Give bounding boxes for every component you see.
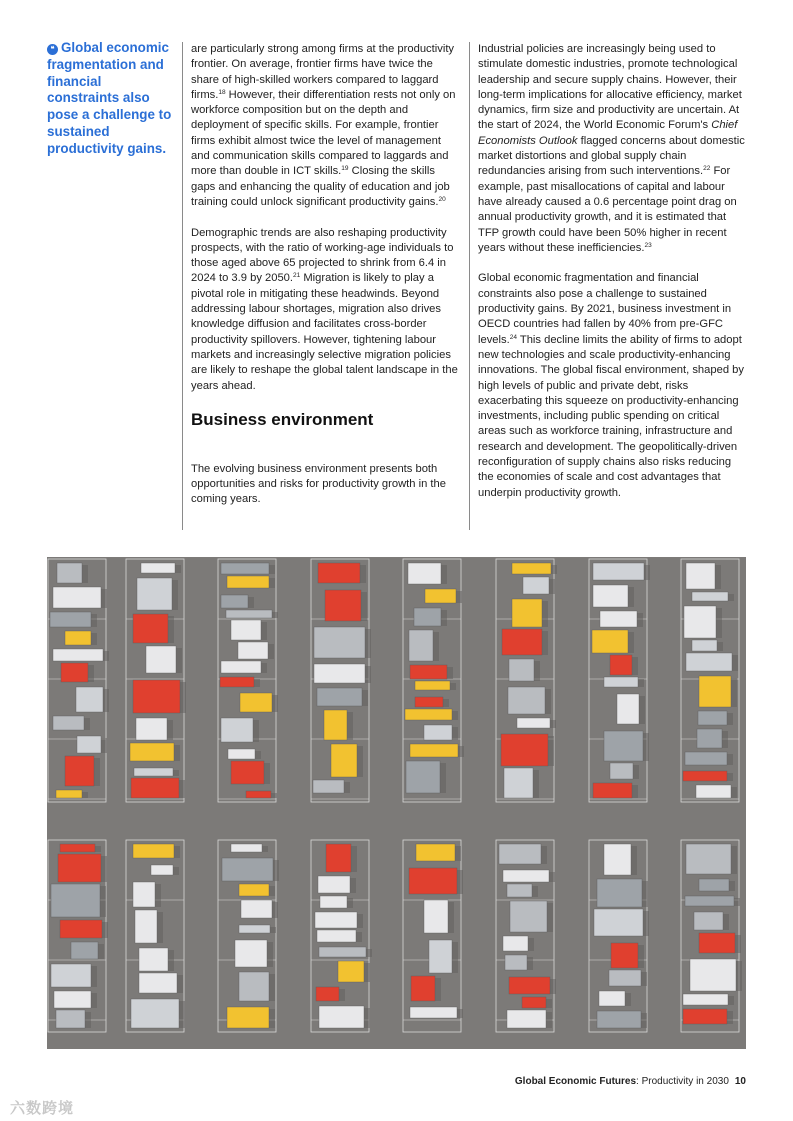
watermark-logo: 六数跨境 xyxy=(10,1100,75,1117)
paragraph-text: However, their differentiation rests not only on workforce composition but on the depth and deployment of specific skills. For example, frontier firms exhibit almost twice the level of management and communication skills compared to laggards and more than double in ICT skills. xyxy=(191,88,456,178)
paragraph-text: Demographic trends are also reshaping productivity prospects, with the ratio of working-age individuals to those aged above 65 projected to shrink from 6.4 in 2024 to 3.9 by 2050. xyxy=(191,226,454,285)
footnote-ref[interactable]: 24 xyxy=(509,333,517,341)
page-footer xyxy=(515,1076,746,1087)
paragraph-text: Industrial policies are increasingly being used to stimulate domestic industries, promote technological leadership and secure supply chains. However, their long-term implications for allocative efficiency, market dynamics, firm size and productivity are uncertain. At the start of 2024, the World Economic Forum's xyxy=(478,43,742,132)
section-heading: Business environment xyxy=(191,409,374,429)
page-number: 10 xyxy=(734,1076,746,1087)
footnote-ref[interactable]: 22 xyxy=(703,165,711,173)
footnote-ref[interactable]: 23 xyxy=(644,241,652,249)
footnote-ref[interactable]: 18 xyxy=(218,88,226,96)
pull-quote-text: Global economic fragmentation and financial constraints also pose a challenge to sustained productivity gains. xyxy=(47,40,172,156)
paragraph-text: Closing the skills gaps and enhancing the quality of education and job training could unlock significant productivity gains. xyxy=(191,165,450,208)
paragraph-text: For example, past misallocations of capital and labour have already caused a 0.6 percentage point drag on annual productivity growth, and it is estimated that TFP growth could have been 50% higher in recent years without these inefficiencies. xyxy=(478,165,737,254)
footnote-ref[interactable]: 19 xyxy=(341,165,349,173)
paragraph-text: Global economic fragmentation and financial constraints also pose a challenge to sustained productivity gains. By 2021, business investment in OECD countries had fallen by 40% from pre-GFC levels. xyxy=(478,272,732,346)
paragraph xyxy=(478,271,748,500)
paragraph xyxy=(478,42,748,256)
pull-quote xyxy=(47,40,173,158)
quote-icon: ❝ xyxy=(47,44,58,55)
paragraph xyxy=(191,226,461,394)
paragraph: The evolving business environment presents both opportunities and risks for productivity growth in the coming years. xyxy=(191,462,446,506)
publication-title: Chief Economists Outlook xyxy=(478,119,738,147)
footer-title-bold: Global Economic Futures xyxy=(514,1076,637,1087)
text-column-right xyxy=(469,42,748,530)
footnote-ref[interactable]: 20 xyxy=(438,195,446,203)
paragraph xyxy=(191,42,461,210)
footnote-ref[interactable]: 21 xyxy=(293,272,301,280)
aerial-container-yard-photo xyxy=(47,557,746,1049)
paragraph-text: flagged concerns about domestic market distortions and global supply chain redundancies arising from such interventions. xyxy=(478,134,745,178)
paragraph-text: are particularly strong among firms at the productivity frontier. On average, frontier firms have twice the share of high-skilled workers compared to laggard firms. xyxy=(191,43,455,101)
paragraph-text: This decline limits the ability of firms to adopt new technologies and scale productivity-enhancing innovations. The global fiscal environment, shaped by high levels of public and private debt, risks exacerbating this squeeze on productivity-enhancing investments, including public spending on critical areas such as workforce training, infrastructure and research and development. The geopolitically-driven reconfiguration of supply chains also risks reducing the economies of scale and cost advantages that underpin productivity growth. xyxy=(478,333,744,499)
text-column-left xyxy=(182,42,461,530)
footer-title: : Productivity in 2030 xyxy=(636,1076,729,1087)
paragraph-text: Migration is likely to play a pivotal role in mitigating these headwinds. Beyond addressing labour shortages, migration also drives knowledge diffusion and facilitates cross-border productivity spillovers. However, tightening labour markets and increasingly selective migration policies are likely to reshape the global talent landscape in the years ahead. xyxy=(191,272,458,392)
